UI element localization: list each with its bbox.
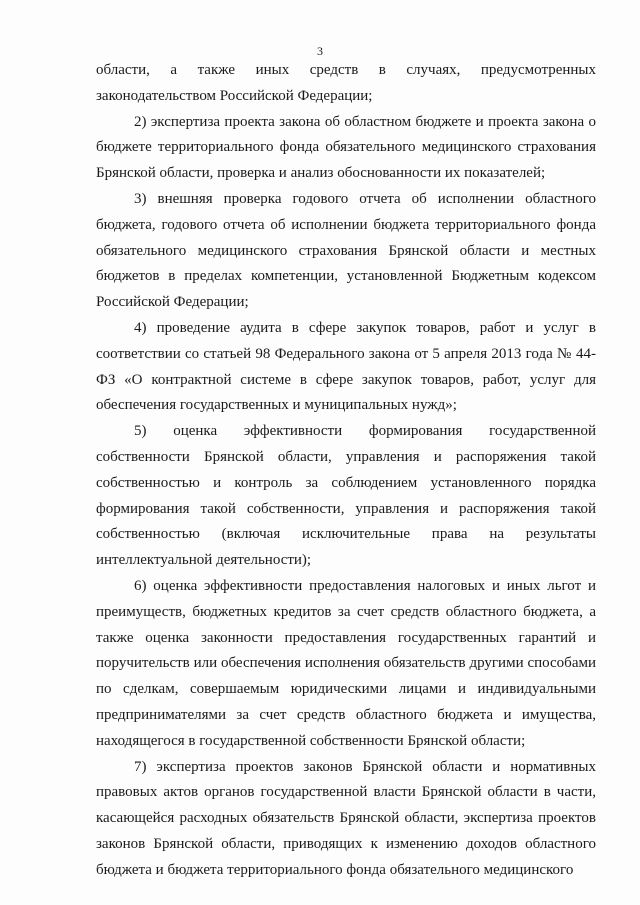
paragraph-item-5: 5) оценка эффективности формирования государственной собственности Брянской области, управления и распоряжения такой собственностью и контроль за соблюдением установленного порядка формирования такой собственности, управления и распоряжения такой собственностью (включая исключительные права на результаты интеллектуальной деятельности); — [96, 423, 596, 569]
paragraph-item-4: 4) проведение аудита в сфере закупок товаров, работ и услуг в соответствии со статьей 98 Федерального закона от 5 апреля 2013 года № 44-ФЗ «О контрактной системе в сфере закупок товаров, работ, услуг для обеспечения государственных и муниципальных нужд»; — [96, 319, 596, 414]
paragraph-continuation: области, а также иных средств в случаях, предусмотренных законодательством Российской Федерации; — [96, 62, 596, 104]
paragraph-item-6: 6) оценка эффективности предоставления налоговых и иных льгот и преимуществ, бюджетных кредитов за счет средств областного бюджета, а также оценка законности предоставления государственных гарантий и поручительств или обеспечения исполнения обязательств другими способами по сделкам, совершаемым юридическими лицами и индивидуальными предпринимателями за счет средств областного бюджета и имущества, находящегося в государственной собственности Брянской области; — [96, 577, 596, 749]
document-body — [96, 58, 596, 884]
paragraph-item-7: 7) экспертиза проектов законов Брянской области и нормативных правовых актов органов государственной власти Брянской области в части, касающейся расходных обязательств Брянской области, экспертиза проектов законов Брянской области, приводящих к изменению доходов областного бюджета и бюджета территориального фонда обязательного медицинского — [96, 758, 596, 878]
paragraph-item-2: 2) экспертиза проекта закона об областном бюджете и проекта закона о бюджете территориального фонда обязательного медицинского страхования Брянской области, проверка и анализ обоснованности их показателей; — [96, 113, 596, 182]
page-number: 3 — [317, 44, 323, 58]
paragraph-item-3: 3) внешняя проверка годового отчета об исполнении областного бюджета, годового отчета об исполнении бюджета территориального фонда обязательного медицинского страхования Брянской области и местных бюджетов в пределах компетенции, установленной Бюджетным кодексом Российской Федерации; — [96, 190, 596, 311]
